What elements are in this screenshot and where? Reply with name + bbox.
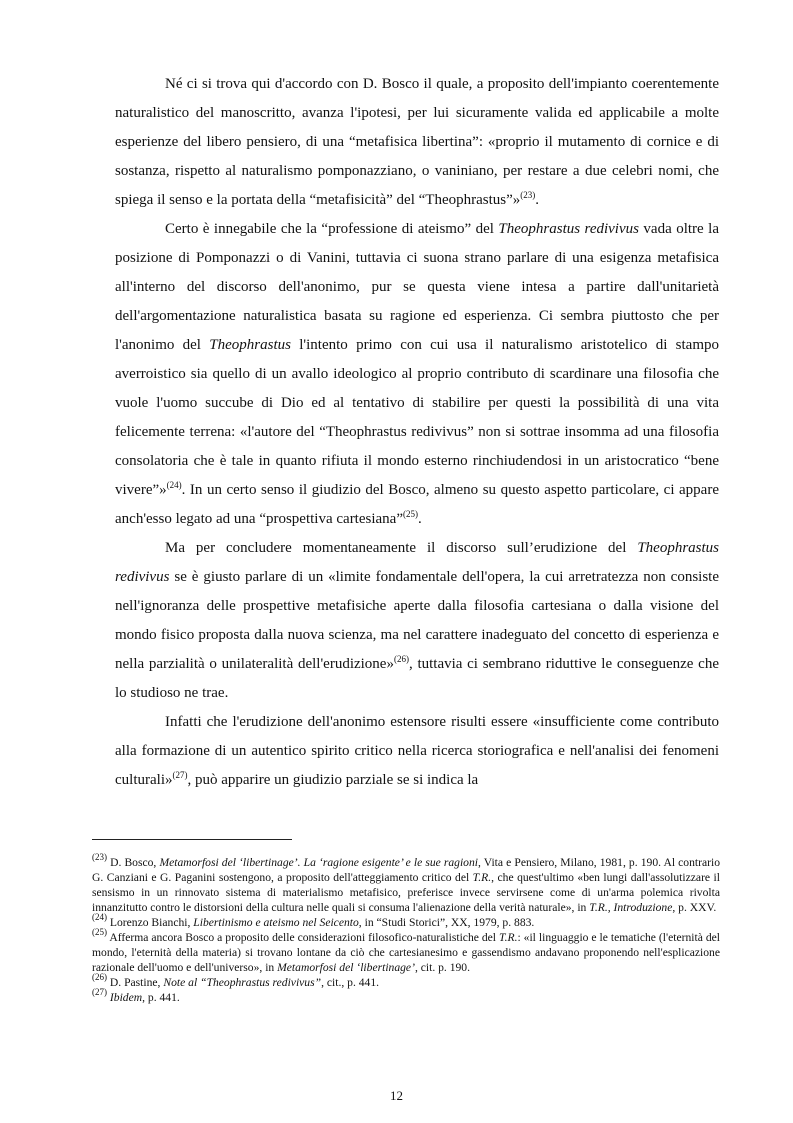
footnote-ref: (23) <box>92 852 107 862</box>
page-number: 12 <box>390 1088 403 1103</box>
footnote-ref: (26) <box>92 972 107 982</box>
footnote-ref: (23) <box>520 190 536 200</box>
footnote-separator <box>92 839 292 840</box>
footnote-ref: (26) <box>393 654 409 664</box>
footnote-ref: (25) <box>92 927 107 937</box>
paragraph-2: Certo è innegabile che la “professione di ateismo” del Theophrastus redivivus vada oltre la posizione di Pomponazzi o di Vanini, tuttavia ci suona strano parlare di una esigenza metafisica all'interno del discorso dell'anonimo, pur se questa viene intesa a partire dall'unitarietà dell'argomentazione naturalistica basata su ragione ed esperienza. Ci sembra piuttosto che per l'anonimo del Theophrastus l'intento primo con cui usa il naturalismo aristotelico di stampo averroistico sia quello di un avallo ideologico al proprio contributo di scardinare una filosofia che vuole l'uomo succube di Dio ed al tentativo di stabilire per questi la possibilità di una vita felicemente terrena: «l'autore del “Theophrastus redivivus” non si sottrae insomma ad una filosofia consolatoria che è tale in quanto rifiuta il mondo esterno rinchiudendosi in un aristocratico “bene vivere”»$^{(24)}$. In un certo senso il giudizio del Bosco, almeno su questo aspetto particolare, ci appare anch'esso legato ad una “prospettiva cartesiana”$^{(25)}$. <box>115 221 719 527</box>
footnote-ref: (24) <box>166 480 182 490</box>
paragraph-3: Ma per concludere momentaneamente il discorso sull’erudizione del Theophrastus redivivus se è giusto parlare di un «limite fondamentale dell'opera, la cui arretratezza non consiste nell'ignoranza delle prospettive metafisiche aperte dalla filosofia cartesiana o dalla visione del mondo fisico proposta dalla nuova scienza, ma nel carattere inadeguato del concetto di esperienza e nella parzialità o unilateralità dell'erudizione»$^{(26)}$, tuttavia ci sembrano riduttive le conseguenze che lo studioso ne trae. <box>115 540 719 701</box>
body-text <box>115 70 719 795</box>
footnote-ref: (24) <box>92 912 107 922</box>
footnotes <box>92 852 720 1005</box>
footnote-23: $^{(23)}$ D. Bosco, Metamorfosi del ‘libertinage’. La ‘ragione esigente’ e le sue ragioni, Vita e Pensiero, Milano, 1981, p. 190. Al contrario G. Canziani e G. Paganini sostengono, a proposito dell'atteggiamento critico del T.R., che quest'ultimo «ben lungi dall'assolutizzare il sensismo in un rinnovato sistema di materialismo metafisico, preferisce invece servirsene come di un'arma polemica rivolta innanzitutto contro le distorsioni della cultura nelle quali si consuma l'alienazione della verità naturale», in T.R., Introduzione, p. XXV. <box>92 852 720 914</box>
footnote-24: $^{(24)}$ Lorenzo Bianchi, Libertinismo e ateismo nel Seicento, in “Studi Storici”, XX, 1979, p. 883. <box>92 912 535 929</box>
footnote-27: $^{(27)}$ Ibidem, p. 441. <box>92 987 180 1004</box>
footnote-25: $^{(25)}$ Afferma ancora Bosco a proposito delle considerazioni filosofico-naturalistiche del T.R.: «il linguaggio e le tematiche (l'eternità del mondo, l'eternità della materia) si trovano lontane da ciò che cartesianesimo e gassendismo andavano proponendo nell'esplicazione razionale dell'uomo e dell'universo», in Metamorfosi del ‘libertinage’, cit. p. 190. <box>92 927 720 974</box>
footnote-26: $^{(26)}$ D. Pastine, Note al “Theophrastus redivivus”, cit., p. 441. <box>92 972 380 989</box>
paragraph-1: Né ci si trova qui d'accordo con D. Bosco il quale, a proposito dell'impianto coerentemente naturalistico del manoscritto, avanza l'ipotesi, per lui sicuramente valida ed applicabile a molte esperienze del libero pensiero, di una “metafisica libertina”: «proprio il mutamento di cornice e di sostanza, rispetto al naturalismo pomponazziano, o vaniniano, per restare a due celebri nomi, che spiega il senso e la portata della “metafisicità” del “Theophrastus”»$^{(23)}$. <box>115 76 719 208</box>
footnote-ref: (27) <box>172 770 188 780</box>
paragraph-4: Infatti che l'erudizione dell'anonimo estensore risulti essere «insufficiente come contributo alla formazione di un autentico spirito critico nella ricerca storiografica e nell'analisi dei fenomeni culturali»$^{(27)}$, può apparire un giudizio parziale se si indica la <box>115 714 719 788</box>
footnote-ref: (25) <box>403 509 418 519</box>
footnote-ref: (27) <box>92 987 107 997</box>
